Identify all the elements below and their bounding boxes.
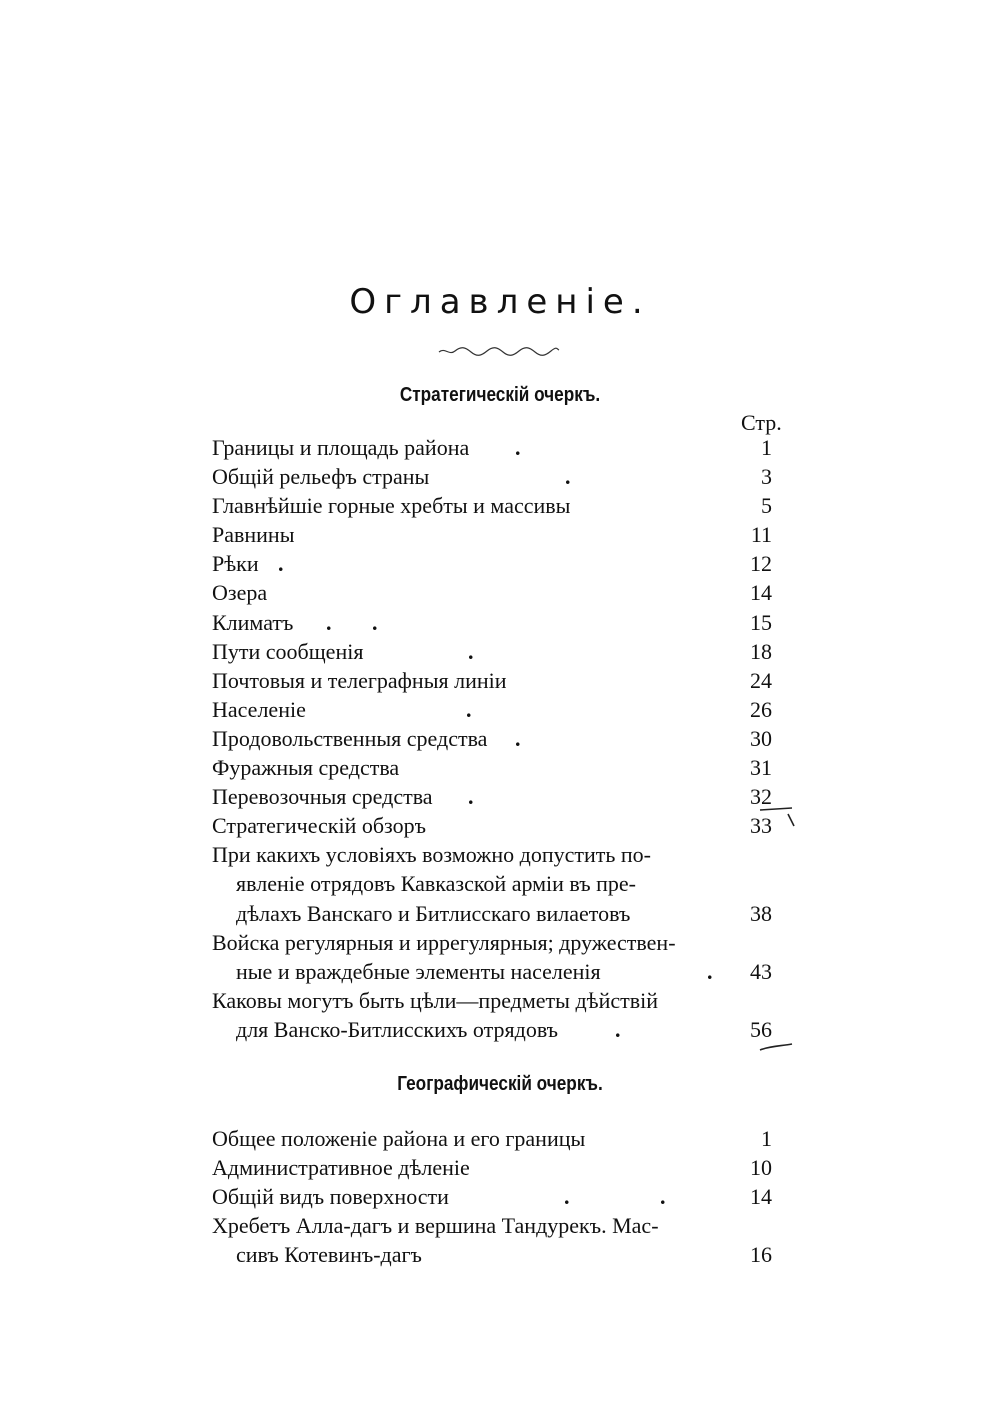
- leader-dot: .: [372, 609, 378, 635]
- toc-entry-title: Климатъ: [212, 609, 294, 635]
- toc-entry: [212, 608, 780, 637]
- leader-dot: .: [468, 638, 474, 664]
- leader-dot: .: [660, 1184, 666, 1210]
- toc-entry-page: 3: [761, 464, 772, 490]
- toc-entry: [212, 1153, 780, 1182]
- toc-entry-page: 43: [750, 958, 772, 984]
- toc-entry-title: Главнѣйшіе горные хребты и массивы: [212, 493, 571, 519]
- toc-entry-line: Каковы могутъ быть цѣли—предметы дѣйствій: [212, 987, 659, 1013]
- toc-entry-title: Стратегическій обзоръ: [212, 813, 426, 839]
- page-title: Оглавленіе.: [349, 282, 651, 322]
- toc-entry-title: Пути сообщенія: [212, 638, 364, 664]
- leader-dot: .: [564, 1184, 570, 1210]
- toc-entry: [212, 724, 780, 753]
- toc-entry-title: Продовольственныя средства: [212, 725, 488, 751]
- toc-entry-title: Общее положеніе района и его границы: [212, 1126, 586, 1151]
- leader-dot: .: [565, 464, 571, 490]
- toc-entry-title: Озера: [212, 580, 268, 606]
- toc-entry-line: для Ванско-Битлисскихъ отрядовъ: [236, 1016, 559, 1042]
- section-heading-geographic: Географическій очеркъ.: [397, 1073, 603, 1095]
- toc-list-strategic: [212, 433, 780, 1044]
- toc-entry: [212, 811, 780, 840]
- toc-entry-page: 11: [750, 522, 772, 548]
- toc-entry: [212, 986, 780, 1044]
- toc-entry: [212, 637, 780, 666]
- toc-entry: [212, 491, 780, 520]
- section-heading-strategic: Стратегическій очеркъ.: [399, 384, 601, 406]
- leader-dot: .: [278, 551, 284, 577]
- toc-entry: [212, 928, 780, 986]
- toc-entry-title: [212, 1211, 780, 1269]
- toc-list-geographic: [212, 1124, 780, 1269]
- page-column-label: Стр.: [741, 410, 782, 435]
- leader-dot: .: [515, 435, 521, 460]
- toc-entry-title: Общій рельефъ страны: [212, 464, 430, 490]
- toc-entry-title: Общій видъ поверхности: [212, 1184, 449, 1210]
- toc-entry: [212, 549, 780, 578]
- toc-entry: [212, 1124, 780, 1153]
- toc-entry-page: 12: [750, 551, 772, 577]
- toc-entry: [212, 578, 780, 607]
- toc-entry-title: Почтовыя и телеграфныя линіи: [212, 667, 507, 693]
- ornament-divider: [437, 344, 561, 358]
- leader-dot: .: [707, 958, 713, 984]
- toc-entry: [212, 666, 780, 695]
- toc-entry-page: 18: [750, 638, 772, 664]
- leader-dot: .: [468, 784, 474, 810]
- toc-entry-title: [212, 840, 780, 927]
- toc-entry-line: сивъ Котевинъ-дагъ: [236, 1242, 422, 1268]
- margin-pen-mark: [758, 1040, 798, 1054]
- toc-entry-page: 5: [761, 493, 772, 519]
- toc-entry-page: 31: [750, 755, 772, 781]
- toc-entry-title: Перевозочныя средства: [212, 784, 433, 810]
- leader-dot: .: [466, 696, 472, 722]
- toc-entry: [212, 1182, 780, 1211]
- toc-entry-page: 38: [750, 900, 772, 926]
- toc-entry-page: 14: [750, 1184, 772, 1210]
- toc-entry-title: Населеніе: [212, 696, 306, 722]
- toc-entry: [212, 840, 780, 927]
- toc-entry-title: [212, 928, 780, 986]
- toc-entry-line: Хребетъ Алла-дагъ и вершина Тандурекъ. Мас-: [212, 1213, 659, 1239]
- margin-pen-mark: [758, 802, 798, 828]
- toc-entry-page: 1: [761, 1126, 772, 1151]
- toc-entry: [212, 782, 780, 811]
- toc-entry-page: 1: [761, 435, 772, 460]
- toc-entry-page: 56: [750, 1016, 772, 1042]
- toc-entry-line: Войска регулярныя и иррегулярныя; дружествен-: [212, 929, 676, 955]
- toc-entry-title: Границы и площадь района: [212, 435, 470, 460]
- toc-entry: [212, 462, 780, 491]
- toc-entry-line: явленіе отрядовъ Кавказской арміи въ пре-: [236, 871, 637, 897]
- toc-entry: [212, 695, 780, 724]
- toc-entry-title: Административное дѣленіе: [212, 1155, 470, 1181]
- leader-dot: .: [615, 1016, 621, 1042]
- toc-entry-line: ные и враждебные элементы населенія: [236, 958, 601, 984]
- toc-entry-line: дѣлахъ Ванскаго и Битлисскаго вилаетовъ: [236, 900, 631, 926]
- toc-entry-page: 30: [750, 725, 772, 751]
- toc-entry: [212, 753, 780, 782]
- toc-entry-page: 15: [750, 609, 772, 635]
- leader-dot: .: [326, 609, 332, 635]
- toc-entry-page: 33: [750, 813, 772, 839]
- toc-entry-line: При какихъ условіяхъ возможно допустить по-: [212, 842, 652, 868]
- toc-entry-title: Рѣки: [212, 551, 259, 577]
- toc-entry-page: 26: [750, 696, 772, 722]
- toc-entry-page: 14: [750, 580, 772, 606]
- toc-entry: [212, 520, 780, 549]
- toc-entry-title: Равнины: [212, 522, 295, 548]
- toc-entry: [212, 433, 780, 462]
- toc-entry-page: 16: [750, 1242, 772, 1268]
- leader-dot: .: [515, 725, 521, 751]
- toc-entry-title: Фуражныя средства: [212, 755, 400, 781]
- toc-entry: [212, 1211, 780, 1269]
- toc-entry-page: 32: [750, 784, 772, 810]
- toc-entry-title: [212, 986, 780, 1044]
- toc-entry-page: 10: [750, 1155, 772, 1181]
- toc-entry-page: 24: [750, 667, 772, 693]
